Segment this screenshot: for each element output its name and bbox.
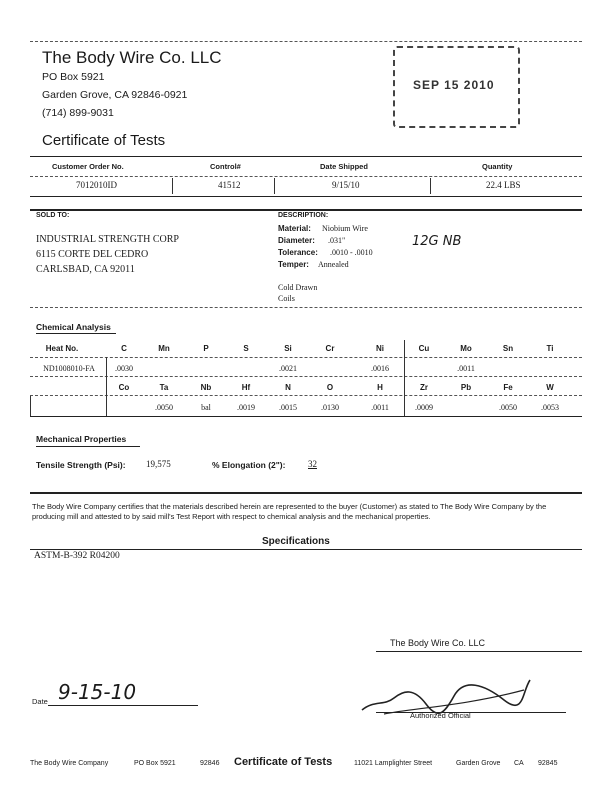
chem-header: Ta: [159, 383, 169, 392]
order-header-control: Control#: [210, 162, 241, 171]
chem-header: Nb: [200, 383, 212, 392]
footer-city: Garden Grove: [456, 760, 501, 767]
chem-header: Ni: [376, 344, 384, 353]
footer-state: CA: [514, 760, 524, 767]
order-date-shipped: 9/15/10: [332, 180, 360, 190]
order-bottom-rule: [30, 196, 582, 197]
chem-header: C: [121, 344, 127, 353]
mechanical-rule: [30, 492, 582, 494]
doc-title: Certificate of Tests: [42, 132, 166, 149]
chem-value: bal: [201, 403, 211, 412]
chem-row1-bottom: [30, 376, 582, 377]
company-address-2: Garden Grove, CA 92846-0921: [42, 89, 188, 101]
chem-row1-rule: [30, 357, 582, 358]
chem-header: Ti: [546, 344, 554, 353]
company-address-1: PO Box 5921: [42, 71, 105, 83]
chem-row2-rule: [30, 395, 582, 396]
chem-header: Hf: [241, 383, 251, 392]
chem-value: .0011: [371, 403, 389, 412]
order-header-date: Date Shipped: [320, 162, 368, 171]
chem-header: Sn: [502, 344, 514, 353]
temper-label: Temper:: [278, 260, 309, 269]
specifications-rule: [30, 549, 582, 550]
temper-value: Annealed: [318, 260, 349, 269]
chem-header: Zr: [420, 383, 428, 392]
chem-value: .0050: [155, 403, 173, 412]
section-rule-sold: [30, 209, 582, 211]
chem-header: Cr: [325, 344, 335, 353]
date-line: [48, 705, 198, 706]
chem-header: Pb: [460, 383, 472, 392]
received-stamp: [393, 46, 520, 128]
description-extra-1: Cold Drawn: [278, 283, 318, 292]
footer-street: 11021 Lamplighter Street: [354, 760, 433, 767]
heat-no-label: Heat No.: [45, 344, 79, 353]
chem-header: N: [285, 383, 291, 392]
chem-header: Mo: [460, 344, 472, 353]
date-value: 9-15-10: [58, 680, 137, 704]
company-phone: (714) 899-9031: [42, 107, 114, 119]
chemical-title: Chemical Analysis: [36, 322, 111, 332]
chem-value: .0021: [279, 364, 297, 373]
footer-pobox: PO Box 5921: [134, 760, 176, 767]
date-label: Date: [32, 697, 48, 706]
stamp-date: SEP 15 2010: [413, 78, 495, 92]
chem-value: .0050: [499, 403, 517, 412]
chem-value: .0009: [415, 403, 433, 412]
chem-value: .0016: [371, 364, 389, 373]
chem-divider-a: [106, 357, 107, 416]
handwritten-note: 12G NB: [412, 234, 462, 249]
chem-value: .0019: [237, 403, 255, 412]
signature-line: [376, 712, 566, 713]
chem-header: Mn: [158, 344, 170, 353]
top-rule: [30, 41, 582, 42]
order-header-customer: Customer Order No.: [52, 162, 124, 171]
mechanical-title-underline: [36, 446, 140, 447]
diameter-label: Diameter:: [278, 236, 315, 245]
chem-header: P: [203, 344, 209, 353]
material-value: Niobium Wire: [322, 224, 368, 233]
chem-header: H: [377, 383, 383, 392]
chemical-title-underline: [36, 333, 116, 334]
elongation-value: 32: [308, 459, 317, 469]
chem-header: Fe: [503, 383, 513, 392]
order-control-no: 41512: [218, 180, 241, 190]
sold-to-line-2: 6115 CORTE DEL CEDRO: [36, 249, 149, 260]
chem-header: Si: [284, 344, 292, 353]
order-header-rule: [30, 176, 582, 177]
order-header-quantity: Quantity: [482, 162, 513, 171]
title-rule: [30, 156, 582, 157]
description-label: DESCRIPTION:: [278, 212, 329, 219]
order-customer-no: 7012010ID: [76, 180, 117, 190]
chem-row2-bottom: [30, 416, 582, 417]
order-quantity: 22.4 LBS: [486, 180, 521, 190]
footer-zip-2: 92845: [538, 760, 558, 767]
footer-zip: 92846: [200, 760, 220, 767]
chem-header: Co: [118, 383, 130, 392]
description-rule: [30, 307, 582, 308]
specifications-title: Specifications: [262, 536, 330, 547]
sold-to-line-1: INDUSTRIAL STRENGTH CORP: [36, 234, 179, 245]
elongation-label: % Elongation (2"):: [212, 460, 286, 470]
authorized-official-label: Authorized Official: [410, 711, 471, 720]
chem-header: S: [243, 344, 249, 353]
tolerance-label: Tolerance:: [278, 248, 318, 257]
certification-text: The Body Wire Company certifies that the materials described herein are represented to the buyer (Customer) as stated to The Body Wire Company by the producing mill and attested to by said mill's Test Report with respect to chemical analysis and the mechanical properties.: [32, 502, 547, 521]
footer-company: The Body Wire Company: [30, 760, 109, 767]
chem-divider-b: [404, 340, 405, 416]
signature-company-rule: [376, 651, 582, 652]
order-divider-1: [172, 178, 173, 194]
sold-to-label: SOLD TO:: [36, 212, 70, 219]
chem-value: .0053: [541, 403, 559, 412]
chem-value: .0030: [115, 364, 133, 373]
tensile-label: Tensile Strength (Psi):: [36, 460, 126, 470]
tensile-value: 19,575: [146, 459, 171, 469]
signature-company: The Body Wire Co. LLC: [390, 638, 486, 648]
chem-header: Cu: [418, 344, 430, 353]
heat-no-value: ND1008010-FA: [43, 364, 95, 373]
company-name: The Body Wire Co. LLC: [42, 48, 222, 67]
chem-value: .0130: [321, 403, 339, 412]
chem-header: O: [326, 383, 334, 392]
chem-value: .0015: [279, 403, 297, 412]
specifications-value: ASTM-B-392 R04200: [34, 551, 120, 561]
material-label: Material:: [278, 224, 311, 233]
diameter-value: .031": [328, 236, 346, 245]
footer-title: Certificate of Tests: [234, 756, 333, 768]
tolerance-value: .0010 - .0010: [330, 248, 373, 257]
chem-header: W: [546, 383, 554, 392]
chem-value: .0011: [457, 364, 475, 373]
order-divider-2: [274, 178, 275, 194]
order-divider-3: [430, 178, 431, 194]
sold-to-line-3: CARLSBAD, CA 92011: [36, 264, 135, 275]
mechanical-title: Mechanical Properties: [36, 434, 127, 444]
chem-left-border: [30, 396, 31, 416]
description-extra-2: Coils: [278, 294, 295, 303]
